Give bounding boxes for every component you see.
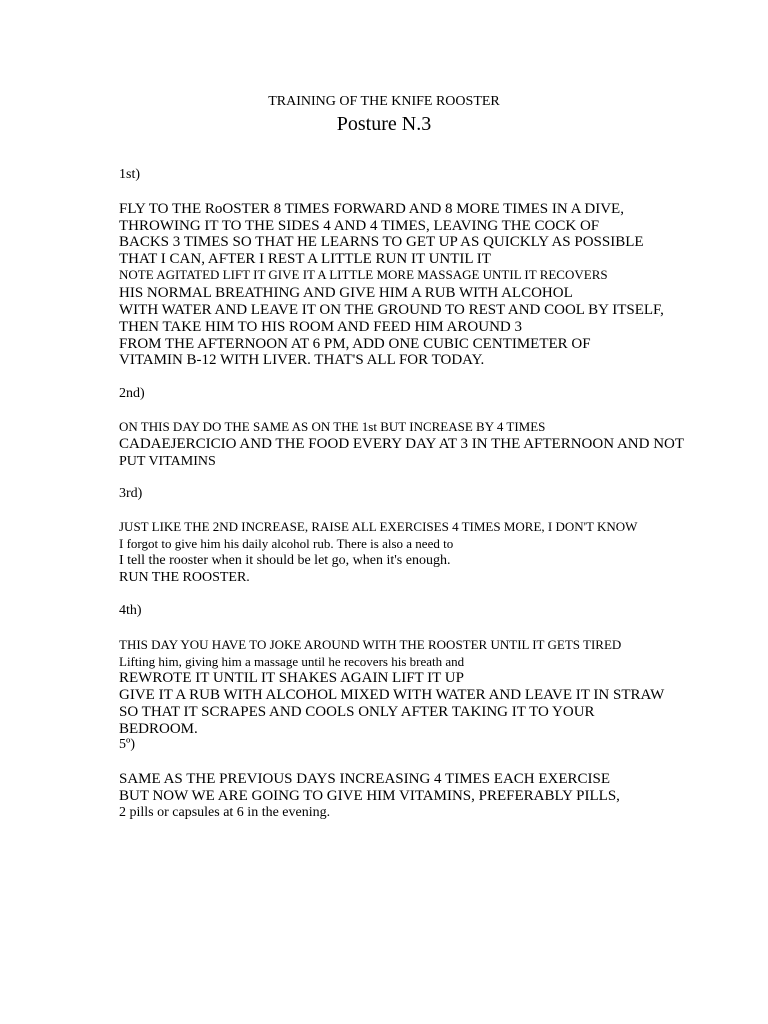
text-line: Lifting him, giving him a massage until he recovers his breath and (119, 654, 465, 669)
text-line: 2 pills or capsules at 6 in the evening. (119, 805, 331, 820)
text-line: CADAEJERCICIO AND THE FOOD EVERY DAY AT 3 IN THE AFTERNOON AND NOT (119, 436, 685, 452)
text-line: BUT NOW WE ARE GOING TO GIVE HIM VITAMINS, PREFERABLY PILLS, (119, 788, 620, 804)
text-line: REWROTE IT UNTIL IT SHAKES AGAIN LIFT IT UP (119, 670, 464, 686)
text-line: GIVE IT A RUB WITH ALCOHOL MIXED WITH WATER AND LEAVE IT IN STRAW (119, 687, 665, 703)
text-line: VITAMIN B-12 WITH LIVER. THAT'S ALL FOR TODAY. (119, 352, 485, 368)
text-line: SAME AS THE PREVIOUS DAYS INCREASING 4 TIMES EACH EXERCISE (119, 771, 611, 787)
text-line: HIS NORMAL BREATHING AND GIVE HIM A RUB WITH ALCOHOL (119, 285, 573, 301)
text-line: ON THIS DAY DO THE SAME AS ON THE 1st BUT INCREASE BY 4 TIMES (119, 419, 546, 434)
text-line: PUT VITAMINS (119, 454, 216, 469)
text-line: RUN THE ROOSTER. (119, 570, 250, 585)
text-line: THIS DAY YOU HAVE TO JOKE AROUND WITH THE ROOSTER UNTIL IT GETS TIRED (119, 637, 622, 652)
text-line: FLY TO THE RoOSTER 8 TIMES FORWARD AND 8 MORE TIMES IN A DIVE, (119, 201, 624, 217)
section-heading: 3rd) (119, 486, 143, 501)
text-line: FROM THE AFTERNOON AT 6 PM, ADD ONE CUBIC CENTIMETER OF (119, 336, 591, 352)
text-line: BEDROOM. (119, 721, 198, 737)
section-heading: 2nd) (119, 386, 145, 401)
text-line: JUST LIKE THE 2ND INCREASE, RAISE ALL EXERCISES 4 TIMES MORE, I DON'T KNOW (119, 519, 638, 534)
section-heading: 5º) (119, 737, 136, 752)
document-subtitle: Posture N.3 (336, 113, 432, 135)
text-line: THROWING IT TO THE SIDES 4 AND 4 TIMES, LEAVING THE COCK OF (119, 218, 600, 234)
text-line: I forgot to give him his daily alcohol rub. There is also a need to (119, 536, 454, 551)
section-heading: 4th) (119, 603, 142, 618)
document-title: TRAINING OF THE KNIFE ROOSTER (268, 94, 500, 109)
text-line: SO THAT IT SCRAPES AND COOLS ONLY AFTER TAKING IT TO YOUR (119, 704, 595, 720)
text-line: BACKS 3 TIMES SO THAT HE LEARNS TO GET UP AS QUICKLY AS POSSIBLE (119, 234, 644, 250)
text-line: I tell the rooster when it should be let go, when it's enough. (119, 553, 451, 568)
text-line: THAT I CAN, AFTER I REST A LITTLE RUN IT UNTIL IT (119, 251, 491, 267)
text-line: WITH WATER AND LEAVE IT ON THE GROUND TO REST AND COOL BY ITSELF, (119, 302, 664, 318)
text-line: THEN TAKE HIM TO HIS ROOM AND FEED HIM AROUND 3 (119, 319, 522, 335)
section-heading: 1st) (119, 167, 140, 182)
text-line: NOTE AGITATED LIFT IT GIVE IT A LITTLE MORE MASSAGE UNTIL IT RECOVERS (119, 267, 608, 282)
